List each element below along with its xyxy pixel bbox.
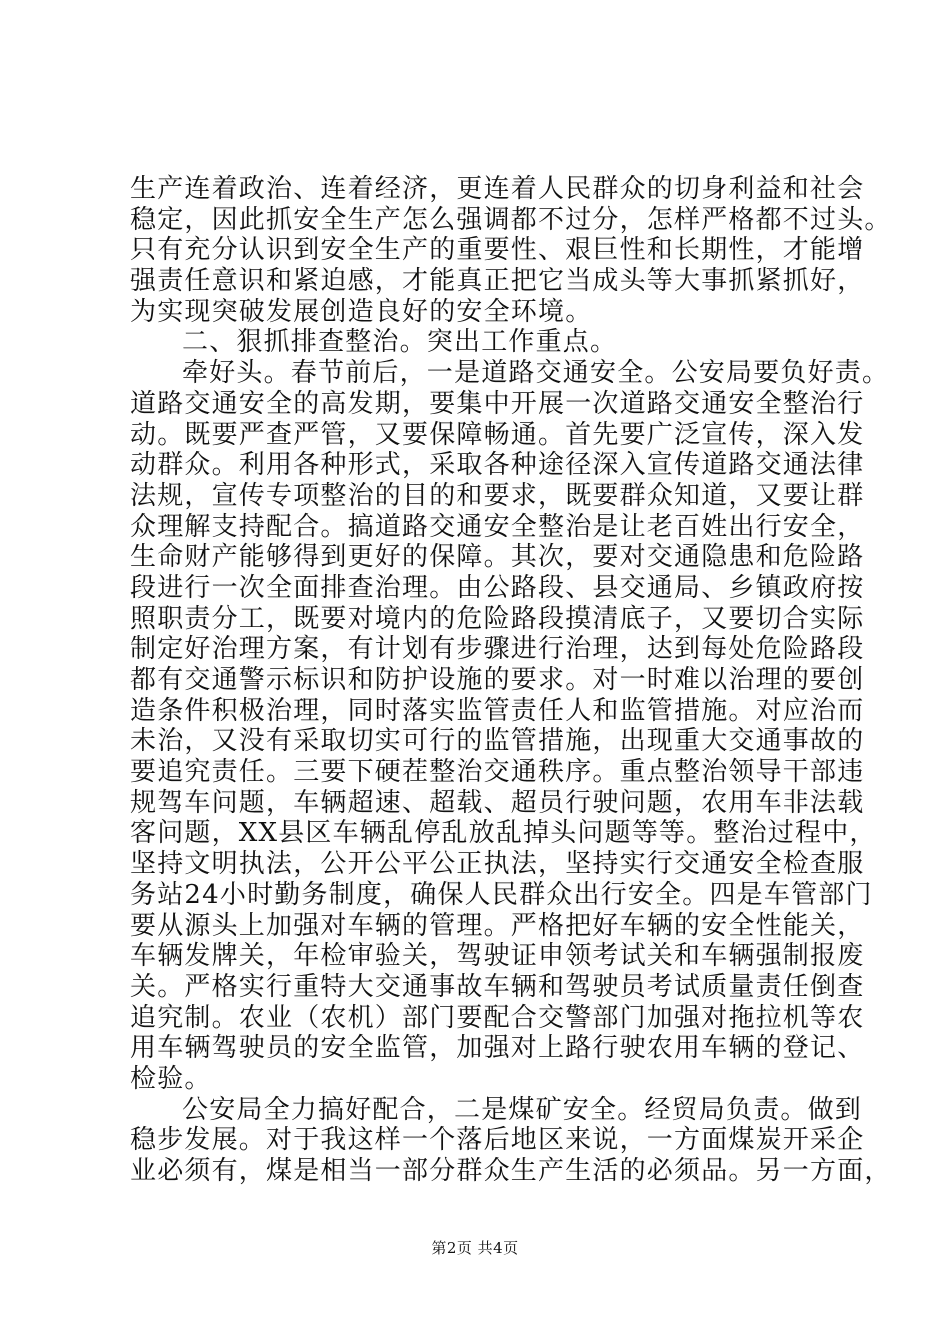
- text-line: 追究制。农业（农机）部门要配合交警部门加强对拖拉机等农: [130, 1002, 865, 1033]
- text-line: 造条件积极治理，同时落实监管责任人和监管措施。对应治而: [130, 695, 865, 726]
- text-line: 稳步发展。对于我这样一个落后地区来说，一方面煤炭开采企: [130, 1125, 865, 1156]
- text-line: 制定好治理方案，有计划有步骤进行治理，达到每处危险路段: [130, 634, 865, 665]
- text-line: 检验。: [130, 1063, 212, 1094]
- text-line: 牵好头。春节前后，一是道路交通安全。公安局要负好责。: [182, 358, 890, 389]
- text-line: 生命财产能够得到更好的保障。其次，要对交通隐患和危险路: [130, 542, 865, 573]
- text-line: 照职责分工，既要对境内的危险路段摸清底子，又要切合实际: [130, 603, 865, 634]
- text-line: 公安局全力搞好配合，二是煤矿安全。经贸局负责。做到: [182, 1094, 863, 1125]
- text-line: 生产连着政治、连着经济，更连着人民群众的切身利益和社会: [130, 174, 865, 204]
- text-line: 法规，宣传专项整治的目的和要求，既要群众知道，又要让群: [130, 480, 865, 511]
- text-line: 为实现突破发展创造良好的安全环境。: [130, 296, 593, 327]
- text-line: 段进行一次全面排查治理。由公路段、县交通局、乡镇政府按: [130, 572, 865, 603]
- text-line: 道路交通安全的高发期，要集中开展一次道路交通安全整治行: [130, 388, 865, 419]
- section-heading: 二、狠抓排查整治。突出工作重点。: [182, 327, 618, 358]
- text-line: 要追究责任。三要下硬茬整治交通秩序。重点整治领导干部违: [130, 757, 865, 788]
- text-line: 稳定，因此抓安全生产怎么强调都不过分，怎样严格都不过头。: [130, 204, 892, 235]
- text-line: 动群众。利用各种形式，采取各种途径深入宣传道路交通法律: [130, 450, 865, 481]
- page-number: 第2页 共4页: [431, 1239, 519, 1257]
- text-line: 未治，又没有采取切实可行的监管措施，出现重大交通事故的: [130, 726, 865, 757]
- text-line: 业必须有，煤是相当一部分群众生产生活的必须品。另一方面，: [130, 1156, 892, 1186]
- text-line: 只有充分认识到安全生产的重要性、艰巨性和长期性，才能增: [130, 235, 865, 266]
- text-line: 众理解支持配合。搞道路交通安全整治是让老百姓出行安全，: [130, 511, 865, 542]
- text-line: 车辆发牌关，年检审验关，驾驶证申领考试关和车辆强制报废: [130, 941, 865, 972]
- text-line: 用车辆驾驶员的安全监管，加强对上路行驶农用车辆的登记、: [130, 1033, 865, 1064]
- text-line: 都有交通警示标识和防护设施的要求。对一时难以治理的要创: [130, 665, 865, 695]
- text-line: 客问题，XX县区车辆乱停乱放乱掉头问题等等。整治过程中，: [130, 818, 877, 849]
- text-line: 要从源头上加强对车辆的管理。严格把好车辆的安全性能关，: [130, 910, 865, 941]
- text-line: 务站24小时勤务制度，确保人民群众出行安全。四是车管部门: [130, 879, 873, 910]
- text-line: 关。严格实行重特大交通事故车辆和驾驶员考试质量责任倒查: [130, 971, 865, 1002]
- text-line: 规驾车问题，车辆超速、超载、超员行驶问题，农用车非法载: [130, 787, 865, 818]
- body-text: [130, 174, 892, 1187]
- text-line: 强责任意识和紧迫感，才能真正把它当成头等大事抓紧抓好，: [130, 266, 865, 297]
- text-line: 坚持文明执法，公开公平公正执法，坚持实行交通安全检查服: [130, 849, 865, 880]
- text-line: 动。既要严查严管，又要保障畅通。首先要广泛宣传，深入发: [130, 419, 865, 450]
